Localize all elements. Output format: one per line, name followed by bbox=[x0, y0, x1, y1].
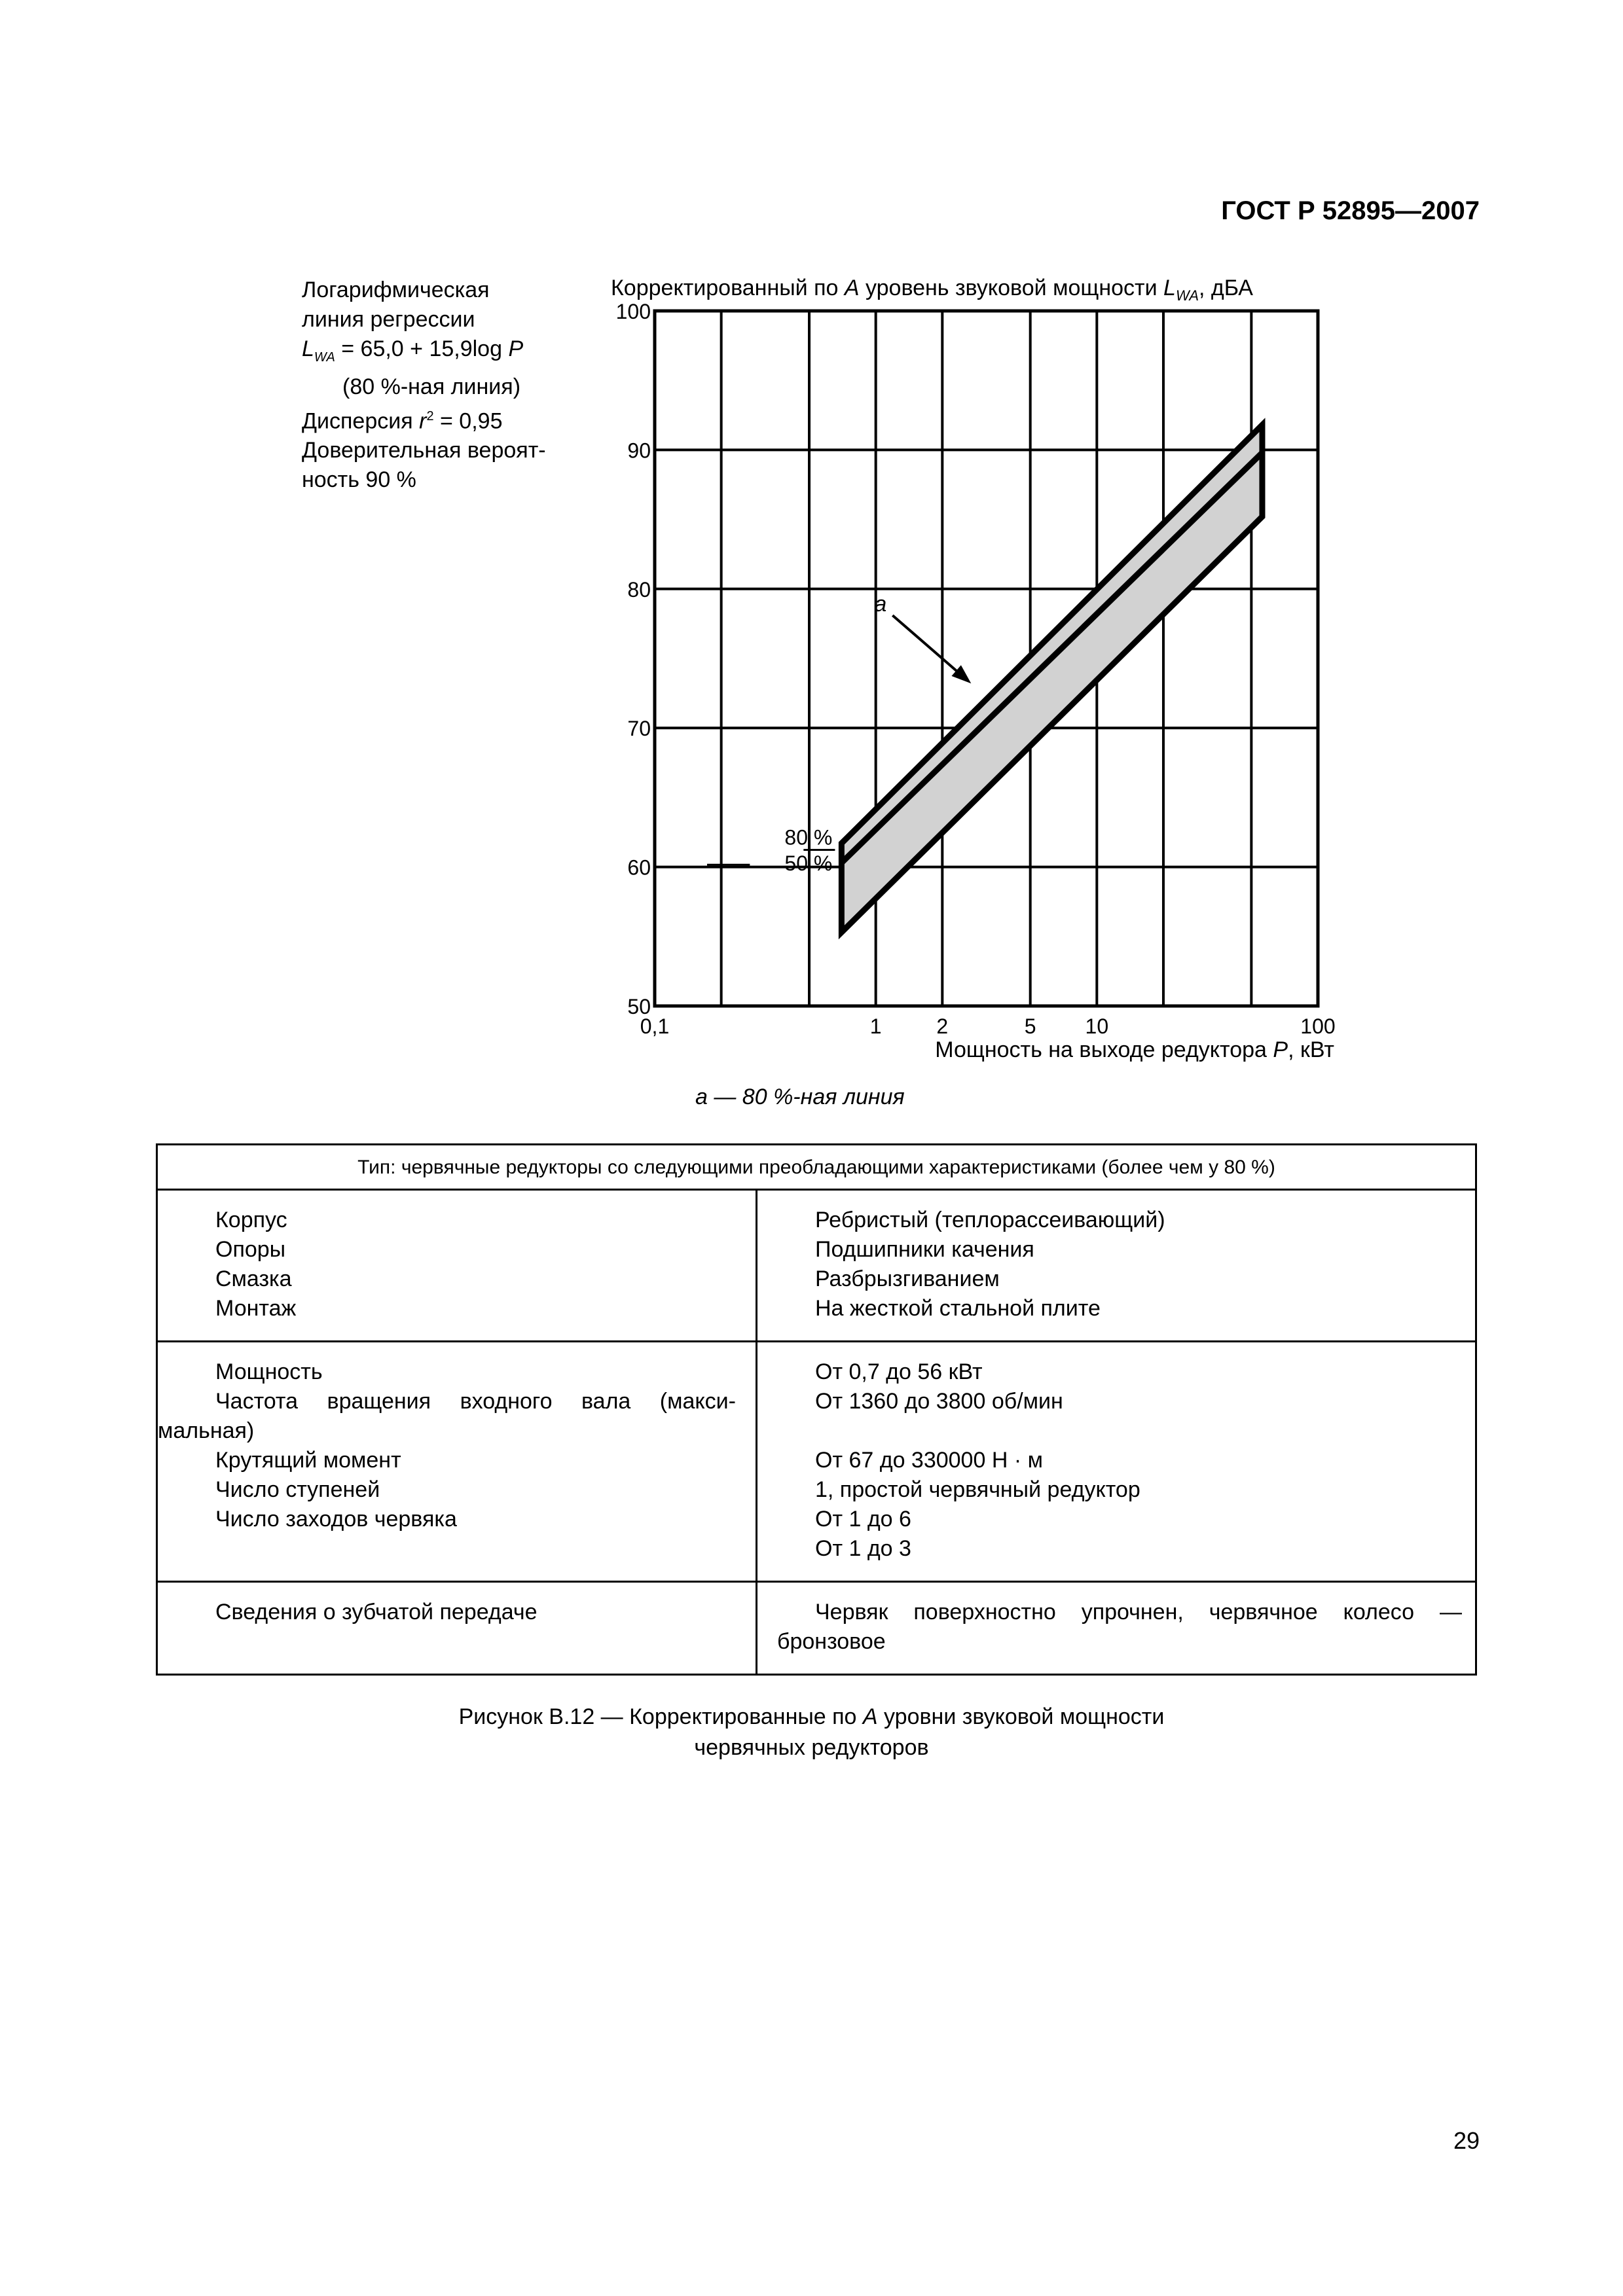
x-axis-label: Мощность на выходе редуктора P, кВт bbox=[935, 1037, 1334, 1062]
dispersion-label: Дисперсия bbox=[302, 408, 420, 434]
legend-line-6: Доверительная вероят- bbox=[302, 438, 546, 463]
vertical-gridlines bbox=[655, 311, 1318, 1006]
x-tick-label: 1 bbox=[869, 1014, 882, 1038]
y-tick-label: 100 bbox=[615, 300, 651, 323]
figure-note: a — 80 %-ная линия bbox=[695, 1085, 905, 1109]
list-item: Сведения о зубчатой передаче bbox=[215, 1600, 538, 1624]
table-row bbox=[157, 1342, 1476, 1582]
x-tick-label: 0,1 bbox=[640, 1014, 670, 1038]
caption-text: Рисунок В.12 — Корректированные по bbox=[458, 1704, 863, 1729]
list-item: 1, простой червячный редуктор bbox=[815, 1477, 1140, 1502]
table-row bbox=[157, 1582, 1476, 1675]
table-cell-right bbox=[757, 1342, 1476, 1582]
list-item: От 1 до 3 bbox=[815, 1536, 911, 1561]
list-item: От 0,7 до 56 кВт bbox=[815, 1359, 983, 1384]
list-item: Ребристый (теплорассеивающий) bbox=[815, 1208, 1165, 1232]
list-item: От 1 до 6 bbox=[815, 1507, 911, 1532]
dispersion-exponent: 2 bbox=[426, 408, 434, 423]
list-item: От 67 до 330000 Н · м bbox=[815, 1448, 1043, 1473]
list-item: Опоры bbox=[215, 1237, 286, 1262]
caption-line-1 bbox=[0, 1702, 1623, 1732]
x-tick-label: 10 bbox=[1085, 1014, 1109, 1038]
x-tick-label: 100 bbox=[1300, 1014, 1336, 1038]
annotation-a: a bbox=[874, 592, 887, 617]
table-caption: Тип: червячные редукторы со следующими преобладающими характеристиками (более чем у 80 %) bbox=[157, 1145, 1476, 1190]
list-item: Крутящий момент bbox=[215, 1448, 401, 1473]
caption-line-2: червячных редукторов bbox=[694, 1735, 929, 1760]
document-standard-number: ГОСТ Р 52895—2007 bbox=[1221, 196, 1480, 225]
list-item: Червяк поверхностно упрочнен, червячное колесо — bbox=[815, 1600, 1462, 1624]
spacer bbox=[757, 1416, 1462, 1446]
formula-variable: L bbox=[302, 336, 314, 361]
table-cell-right bbox=[757, 1582, 1476, 1675]
figure-caption bbox=[0, 1702, 1623, 1763]
horizontal-gridlines bbox=[655, 311, 1318, 1006]
y-tick-label: 90 bbox=[627, 439, 651, 463]
table-row bbox=[157, 1190, 1476, 1342]
formula-subscript: WA bbox=[314, 350, 335, 365]
label-50-percent: 50 % bbox=[784, 852, 833, 876]
chart-title: Корректированный по A уровень звуковой мощности $L_{WA}$, дБА bbox=[611, 276, 1253, 304]
dispersion-value: = 0,95 bbox=[433, 408, 503, 434]
sound-power-chart bbox=[0, 0, 1623, 1080]
annotation-arrow bbox=[892, 615, 962, 675]
formula-p: P bbox=[508, 336, 524, 361]
caption-italic-a: A bbox=[862, 1704, 878, 1729]
list-item: Корпус bbox=[215, 1208, 287, 1232]
table-caption-row bbox=[157, 1145, 1476, 1190]
plot-frame bbox=[655, 311, 1318, 1006]
table-cell-left bbox=[157, 1190, 757, 1342]
caption-text: уровни звуковой мощности bbox=[877, 1704, 1165, 1729]
list-item: Число заходов червяка bbox=[215, 1507, 457, 1532]
table-cell-left bbox=[157, 1342, 757, 1582]
legend-line-1: Логарифмическая bbox=[302, 278, 490, 302]
table-cell-left bbox=[157, 1582, 757, 1675]
y-tick-label: 60 bbox=[627, 855, 651, 880]
list-item: Монтаж bbox=[215, 1296, 297, 1321]
list-item: Смазка bbox=[215, 1266, 292, 1291]
y-tick-label: 70 bbox=[627, 717, 651, 741]
list-item: Мощность bbox=[215, 1359, 323, 1384]
page-number: 29 bbox=[1453, 2127, 1480, 2154]
y-tick-labels bbox=[616, 300, 651, 1018]
x-tick-label: 5 bbox=[1024, 1014, 1036, 1038]
list-item-continuation: мальная) bbox=[158, 1418, 255, 1443]
y-tick-label: 80 bbox=[627, 577, 651, 601]
formula-body: = 65,0 + 15,9log bbox=[335, 336, 509, 361]
legend-line-4: (80 %-ная линия) bbox=[342, 374, 521, 399]
list-item: На жесткой стальной плите bbox=[815, 1296, 1101, 1321]
legend-line-2: линия регрессии bbox=[302, 307, 475, 332]
confidence-band bbox=[841, 425, 1262, 932]
list-item: Подшипники качения bbox=[815, 1237, 1034, 1262]
label-80-percent: 80 % bbox=[784, 825, 833, 850]
series-50-percent-line bbox=[841, 453, 1262, 863]
dispersion-variable: r bbox=[419, 408, 427, 434]
legend-line-7: ность 90 % bbox=[302, 467, 416, 493]
x-tick-label: 2 bbox=[936, 1014, 949, 1038]
list-item: Число ступеней bbox=[215, 1477, 380, 1502]
specification-table bbox=[156, 1143, 1477, 1676]
list-item: Частота вращения входного вала (макси- bbox=[215, 1389, 736, 1414]
list-item: От 1360 до 3800 об/мин bbox=[815, 1389, 1063, 1414]
y-tick-label: 50 bbox=[627, 995, 651, 1018]
list-item-continuation: бронзовое bbox=[777, 1629, 886, 1654]
x-tick-labels bbox=[640, 1014, 1336, 1038]
list-item: Разбрызгиванием bbox=[815, 1266, 1000, 1291]
table-cell-right bbox=[757, 1190, 1476, 1342]
